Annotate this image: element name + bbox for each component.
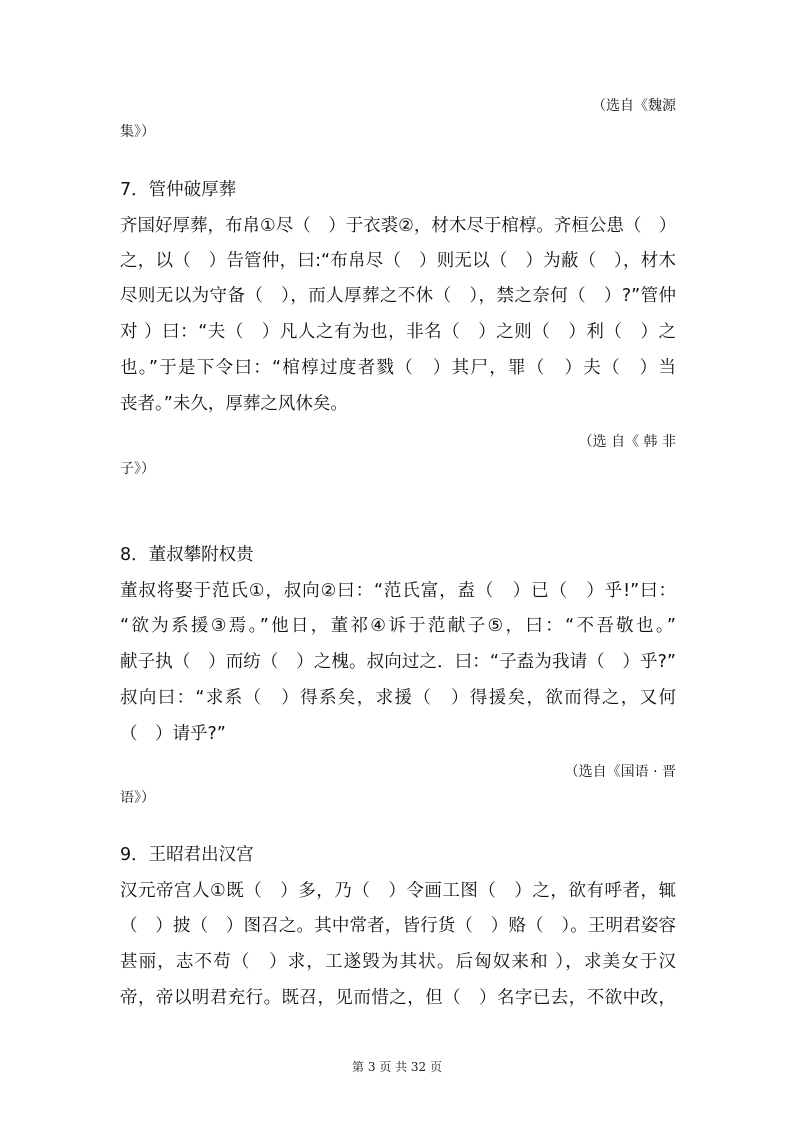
section7-line: 对 ）曰：“夫（ ）凡人之有为也，非名（ ）之则（ ）利（ ）之	[120, 322, 676, 342]
section7-source-line2: 子》）	[120, 461, 155, 477]
section9-line: 汉元帝宫人①既（ ）多，乃（ ）令画工图（ ）之，欲有呼者，辄	[120, 881, 676, 901]
section7-source-line1: （选 自《 韩 非	[578, 434, 676, 450]
section8-line: 董叔将娶于范氏①，叔向②曰：“范氏富，盍（ ）已（ ）乎!”曰：	[120, 581, 676, 601]
section9-title: 9．王昭君出汉宫	[120, 845, 254, 865]
section8-line: （ ）请乎?”	[120, 724, 226, 744]
section8-source-line2: 语》）	[120, 790, 155, 806]
section6-source-line1: （选自《魏源	[592, 98, 676, 114]
section8-line: “欲为系援③焉。”他日，董祁④诉于范献子⑤，曰：“不吾敬也。”	[120, 616, 676, 636]
section8-source-line1: （选自《国语 · 晋	[564, 764, 676, 780]
section7-line: 尽则无以为守备（ ），而人厚葬之不休（ ），禁之奈何（ ）?”管仲	[120, 286, 676, 306]
section8-title: 8．董叔攀附权贵	[120, 545, 254, 565]
section8-line: 献子执（ ）而纺（ ）之槐。叔向过之．曰：“子盍为我请（ ）乎?”	[120, 652, 676, 672]
section7-title: 7．管仲破厚葬	[120, 180, 237, 200]
section7-line: 也。”于是下令曰：“棺椁过度者戮（ ）其尸，罪（ ）夫（ ）当	[120, 358, 676, 378]
section9-line: （ ）披（ ）图召之。其中常者，皆行货（ ）赂（ ）。王明君姿容	[120, 916, 676, 936]
section9-line: 帝，帝以明君充行。既召，见而惜之，但（ ）名字已去，不欲中改，	[120, 988, 676, 1008]
page-number-footer: 第 3 页 共 32 页	[352, 1060, 442, 1074]
section6-source-line2: 集》）	[120, 124, 155, 140]
section8-line: 叔向曰：“求系（ ）得系矣，求援（ ）得援矣，欲而得之，又何	[120, 688, 676, 708]
section7-line: 丧者。”未久，厚葬之风休矣。	[120, 394, 348, 414]
section7-line: 齐国好厚葬，布帛①尽（ ）于衣裘②，材木尽于棺椁。齐桓公患（ ）	[120, 216, 677, 236]
section9-line: 甚丽，志不苟（ ）求，工遂毁为其状。后匈奴来和 ），求美女于汉	[120, 952, 676, 972]
section7-line: 之，以（ ）告管仲，曰:“布帛尽（ ）则无以（ ）为蔽（ ），材木	[120, 251, 676, 271]
